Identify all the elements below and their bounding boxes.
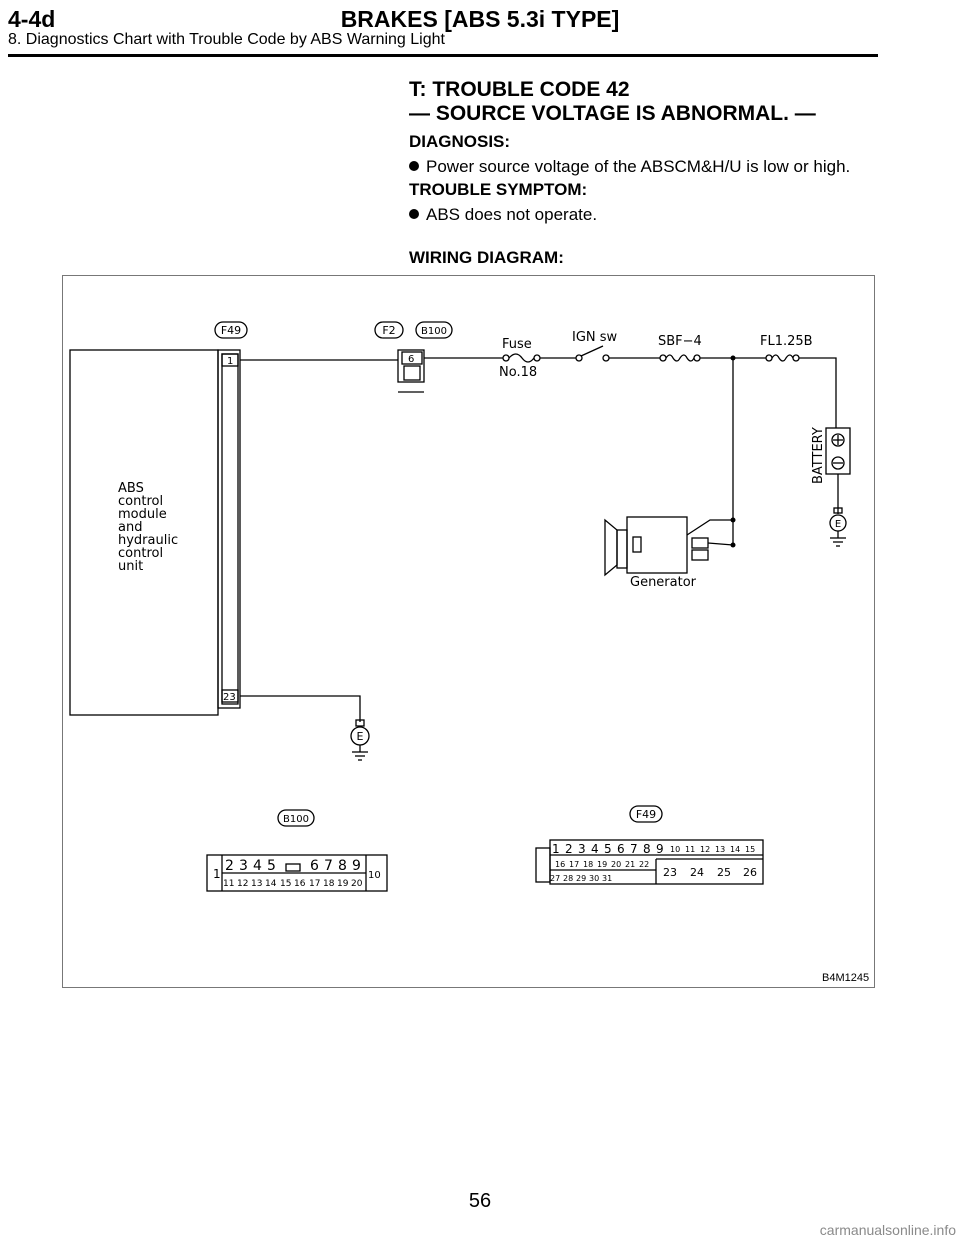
- svg-text:16: 16: [555, 860, 566, 869]
- f49-face-tag: [630, 806, 662, 822]
- svg-text:4: 4: [253, 858, 262, 874]
- svg-text:F2: F2: [382, 324, 396, 337]
- svg-text:31: 31: [602, 874, 613, 883]
- svg-text:18: 18: [323, 879, 335, 889]
- fuse-number: No.18: [499, 365, 538, 380]
- f49-row1-pins: [552, 842, 664, 856]
- chapter-title: BRAKES [ABS 5.3i TYPE]: [340, 6, 620, 32]
- svg-text:20: 20: [611, 860, 622, 869]
- f49-row1-pins-high: [670, 845, 755, 854]
- svg-text:9: 9: [656, 842, 664, 856]
- f49-large-pins: [663, 866, 757, 879]
- svg-text:12: 12: [700, 845, 711, 854]
- sbf-fuse-icon: [660, 355, 700, 361]
- svg-text:14: 14: [730, 845, 741, 854]
- svg-text:3: 3: [578, 842, 586, 856]
- svg-text:B100: B100: [421, 326, 447, 337]
- svg-text:23: 23: [663, 866, 677, 879]
- battery-label: BATTERY: [811, 427, 826, 484]
- b100-face-tag: [278, 810, 314, 826]
- svg-text:29: 29: [576, 874, 587, 883]
- symptom-text: ABS does not operate.: [426, 205, 598, 224]
- svg-text:20: 20: [351, 879, 363, 889]
- wiring-heading: WIRING DIAGRAM:: [409, 248, 564, 267]
- svg-text:2: 2: [565, 842, 573, 856]
- junction-pin-6: 6: [408, 354, 415, 365]
- wire-fl-to-battery: [799, 358, 836, 428]
- svg-text:17: 17: [309, 879, 321, 889]
- svg-text:F49: F49: [220, 324, 242, 337]
- battery-icon: [826, 428, 850, 474]
- svg-text:7: 7: [324, 858, 333, 874]
- f49-connector-tag: [215, 322, 247, 338]
- trouble-code-title: T: TROUBLE CODE 42: [409, 78, 630, 101]
- diagnosis-heading: DIAGNOSIS:: [409, 132, 511, 151]
- svg-text:24: 24: [690, 866, 704, 879]
- svg-text:5: 5: [267, 858, 276, 874]
- f49-row2-pins: [555, 860, 649, 869]
- generator-icon: [605, 517, 733, 575]
- svg-text:1: 1: [552, 842, 560, 856]
- wire-pin23-to-ground: [240, 696, 360, 722]
- svg-text:12: 12: [237, 879, 249, 889]
- svg-text:22: 22: [639, 860, 650, 869]
- generator-label: Generator: [630, 575, 697, 590]
- svg-text:27: 27: [550, 874, 561, 883]
- svg-text:17: 17: [569, 860, 580, 869]
- svg-text:2: 2: [225, 858, 234, 874]
- b100-pin-left: 1: [213, 867, 221, 881]
- svg-text:15: 15: [745, 845, 756, 854]
- svg-text:19: 19: [337, 879, 349, 889]
- svg-text:21: 21: [625, 860, 636, 869]
- chapter-subtitle: 8. Diagnostics Chart with Trouble Code by ABS Warning Light: [8, 31, 445, 48]
- svg-text:7: 7: [630, 842, 638, 856]
- svg-text:14: 14: [265, 879, 277, 889]
- svg-text:4: 4: [591, 842, 599, 856]
- fuse-label: Fuse: [502, 337, 532, 352]
- diagnosis-text: Power source voltage of the ABSCM&H/U is low or high.: [426, 157, 851, 176]
- ignition-switch-icon: [576, 346, 609, 361]
- svg-text:13: 13: [715, 845, 726, 854]
- svg-text:F49: F49: [635, 808, 657, 821]
- section-number: 4-4d: [8, 6, 56, 32]
- svg-text:13: 13: [251, 879, 263, 889]
- svg-text:16: 16: [294, 879, 306, 889]
- junction-lower-box: [404, 366, 420, 380]
- svg-text:10: 10: [670, 845, 681, 854]
- b100-connector-tag: [416, 322, 452, 338]
- fl-label: FL1.25B: [760, 334, 813, 349]
- svg-text:6: 6: [617, 842, 625, 856]
- f49-row3-pins: [550, 874, 612, 883]
- f49-connector-inner: [222, 354, 238, 704]
- f49-pin-23: 23: [223, 692, 236, 703]
- svg-text:5: 5: [604, 842, 612, 856]
- svg-text:26: 26: [743, 866, 757, 879]
- symptom-heading: TROUBLE SYMPTOM:: [409, 180, 588, 199]
- svg-text:11: 11: [223, 879, 235, 889]
- svg-text:15: 15: [280, 879, 292, 889]
- svg-text:18: 18: [583, 860, 594, 869]
- sbf-label: SBF−4: [658, 334, 702, 349]
- f49-connector-strip: [218, 350, 240, 708]
- f2-connector-tag: [375, 322, 403, 338]
- page-number: 56: [468, 1190, 492, 1212]
- ign-sw-label: IGN sw: [572, 330, 618, 345]
- fuse-icon: [503, 354, 540, 362]
- trouble-code-subtitle: — SOURCE VOLTAGE IS ABNORMAL. —: [409, 102, 816, 125]
- watermark: carmanualsonline.info: [819, 1222, 956, 1238]
- abs-module-label: ABS control module and hydraulic control unit: [118, 481, 179, 574]
- svg-text:11: 11: [685, 845, 696, 854]
- svg-text:8: 8: [338, 858, 347, 874]
- battery-ground-label: E: [834, 519, 842, 530]
- svg-text:28: 28: [563, 874, 574, 883]
- b100-bottom-pins: [223, 879, 363, 889]
- svg-text:B100: B100: [283, 814, 309, 825]
- svg-text:3: 3: [239, 858, 248, 874]
- figure-reference: B4M1245: [822, 972, 870, 984]
- svg-text:30: 30: [589, 874, 600, 883]
- svg-text:6: 6: [310, 858, 319, 874]
- fusible-link-icon: [766, 355, 799, 361]
- b100-pin-right: 10: [368, 870, 381, 881]
- svg-text:8: 8: [643, 842, 651, 856]
- svg-text:9: 9: [352, 858, 361, 874]
- svg-text:25: 25: [717, 866, 731, 879]
- module-ground-label: E: [356, 730, 364, 743]
- svg-text:19: 19: [597, 860, 608, 869]
- f49-pin-1: 1: [227, 356, 234, 367]
